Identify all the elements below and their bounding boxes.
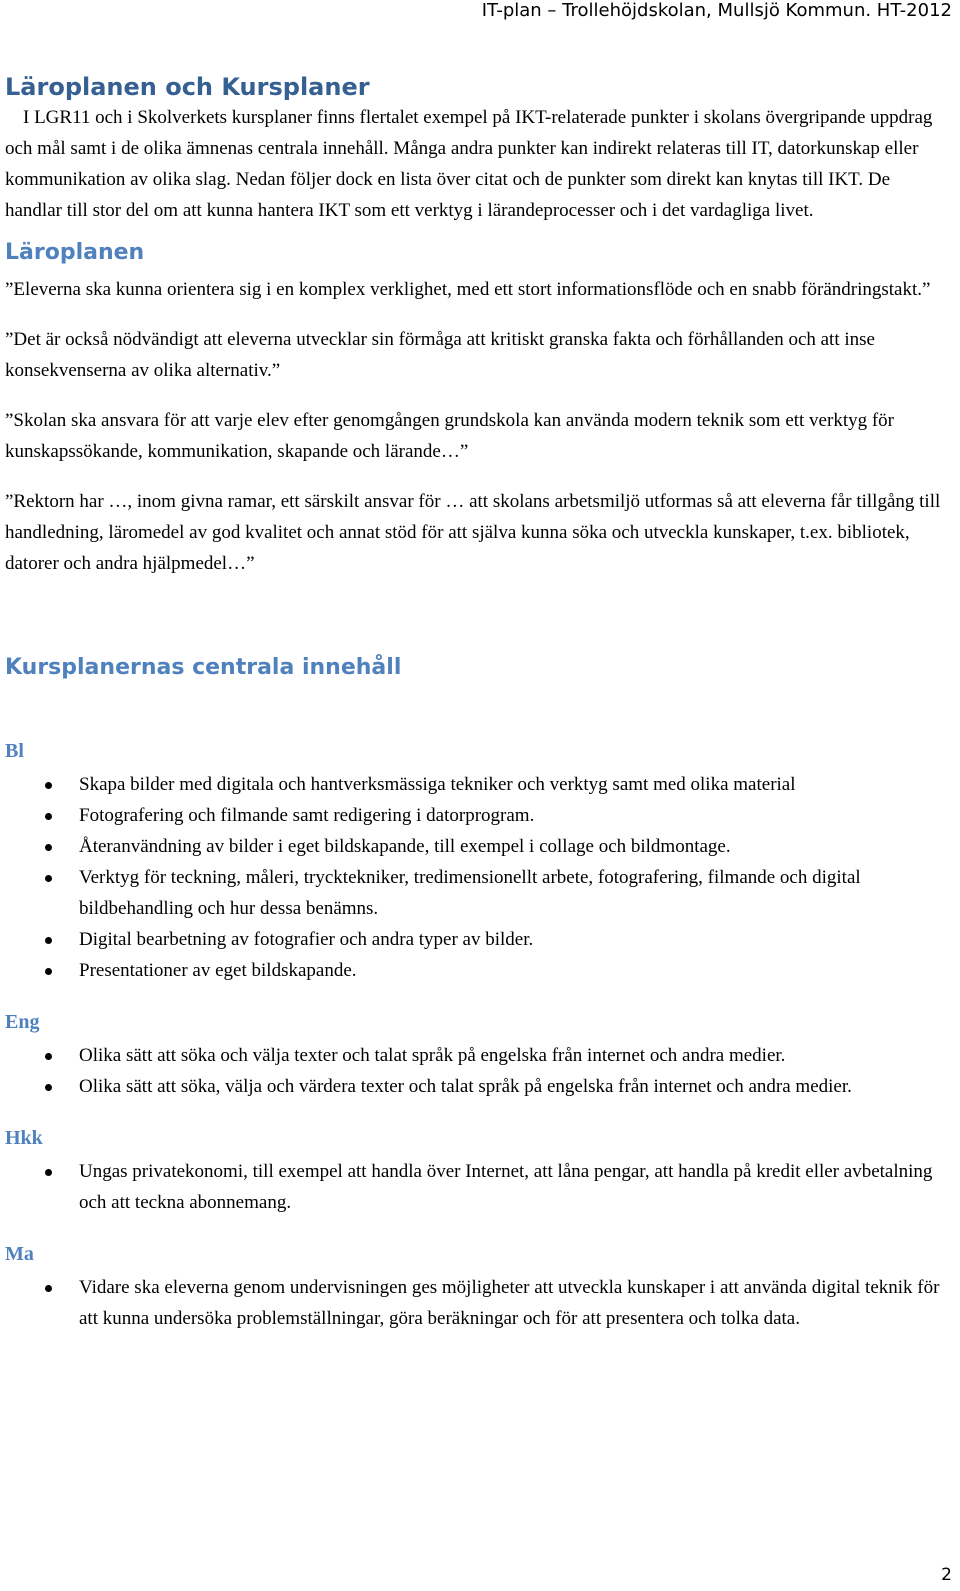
list-item: Fotografering och filmande samt redigering i datorprogram. bbox=[5, 800, 950, 831]
list-item: Ungas privatekonomi, till exempel att handla över Internet, att låna pengar, att handla på kredit eller avbetalning och att teckna abonnemang. bbox=[5, 1156, 950, 1218]
subject-ma bbox=[5, 1240, 950, 1334]
list-item: Olika sätt att söka, välja och värdera texter och talat språk på engelska från internet och andra medier. bbox=[5, 1071, 950, 1102]
page-number: 2 bbox=[941, 1565, 952, 1585]
list-item: Verktyg för teckning, måleri, trycktekniker, tredimensionellt arbete, fotografering, filmande och digital bildbehandling och hur dessa benämns. bbox=[5, 862, 950, 924]
document-body bbox=[5, 72, 950, 1334]
subject-list bbox=[5, 1040, 950, 1102]
subject-hkk bbox=[5, 1124, 950, 1218]
subject-label: Bl bbox=[5, 740, 24, 762]
list-item: Digital bearbetning av fotografier och andra typer av bilder. bbox=[5, 924, 950, 955]
subject-list bbox=[5, 769, 950, 986]
quote-4: ”Rektorn har …, inom givna ramar, ett särskilt ansvar för … att skolans arbetsmiljö utformas så att eleverna får tillgång till handledning, läromedel av god kvalitet och annat stöd för att själva kunna söka och utveckla kunskaper, t.ex. bibliotek, datorer och andra hjälpmedel…” bbox=[5, 491, 941, 574]
subject-list bbox=[5, 1272, 950, 1334]
subject-eng bbox=[5, 1008, 950, 1102]
list-item: Vidare ska eleverna genom undervisningen ges möjligheter att utveckla kunskaper i att använda digital teknik för att kunna undersöka problemställningar, göra beräkningar och för att presentera och tolka data. bbox=[5, 1272, 950, 1334]
page-header: IT-plan – Trollehöjdskolan, Mullsjö Kommun. HT-2012 bbox=[481, 0, 952, 21]
quote-1: ”Eleverna ska kunna orientera sig i en komplex verklighet, med ett stort informationsflöde och en snabb förändringstakt.” bbox=[5, 279, 931, 300]
quote-2: ”Det är också nödvändigt att eleverna utvecklar sin förmåga att kritiskt granska fakta och förhållanden och att inse konsekvenserna av olika alternativ.” bbox=[5, 329, 875, 381]
subject-label: Ma bbox=[5, 1243, 34, 1265]
list-item: Återanvändning av bilder i eget bildskapande, till exempel i collage och bildmontage. bbox=[5, 831, 950, 862]
subject-bl bbox=[5, 737, 950, 986]
subject-label: Hkk bbox=[5, 1127, 43, 1149]
quote-3: ”Skolan ska ansvara för att varje elev efter genomgången grundskola kan använda modern teknik som ett verktyg för kunskapssökande, kommunikation, skapande och lärande…” bbox=[5, 410, 895, 462]
intro-paragraph: I LGR11 och i Skolverkets kursplaner finns flertalet exempel på IKT-relaterade punkter i skolans övergripande uppdrag och mål samt i de olika ämnenas centrala innehåll. Många andra punkter kan indirekt relateras till IT, datorkunskap eller kommunikation av olika slag. Nedan följer dock en lista över citat och de punkter som direkt kan knytas till IKT. De handlar till stor del om att kunna hantera IKT som ett verktyg i lärandeprocesser och i det vardagliga livet. bbox=[5, 107, 933, 221]
quotes-block bbox=[5, 274, 950, 579]
list-item: Presentationer av eget bildskapande. bbox=[5, 955, 950, 986]
kursplaner-heading: Kursplanernas centrala innehåll bbox=[5, 655, 402, 680]
list-item: Skapa bilder med digitala och hantverksmässiga tekniker och verktyg samt med olika material bbox=[5, 769, 950, 800]
subject-label: Eng bbox=[5, 1011, 40, 1033]
subject-list bbox=[5, 1156, 950, 1218]
laroplanen-heading: Läroplanen bbox=[5, 240, 145, 265]
list-item: Olika sätt att söka och välja texter och talat språk på engelska från internet och andra medier. bbox=[5, 1040, 950, 1071]
section-title: Läroplanen och Kursplaner bbox=[5, 73, 370, 101]
